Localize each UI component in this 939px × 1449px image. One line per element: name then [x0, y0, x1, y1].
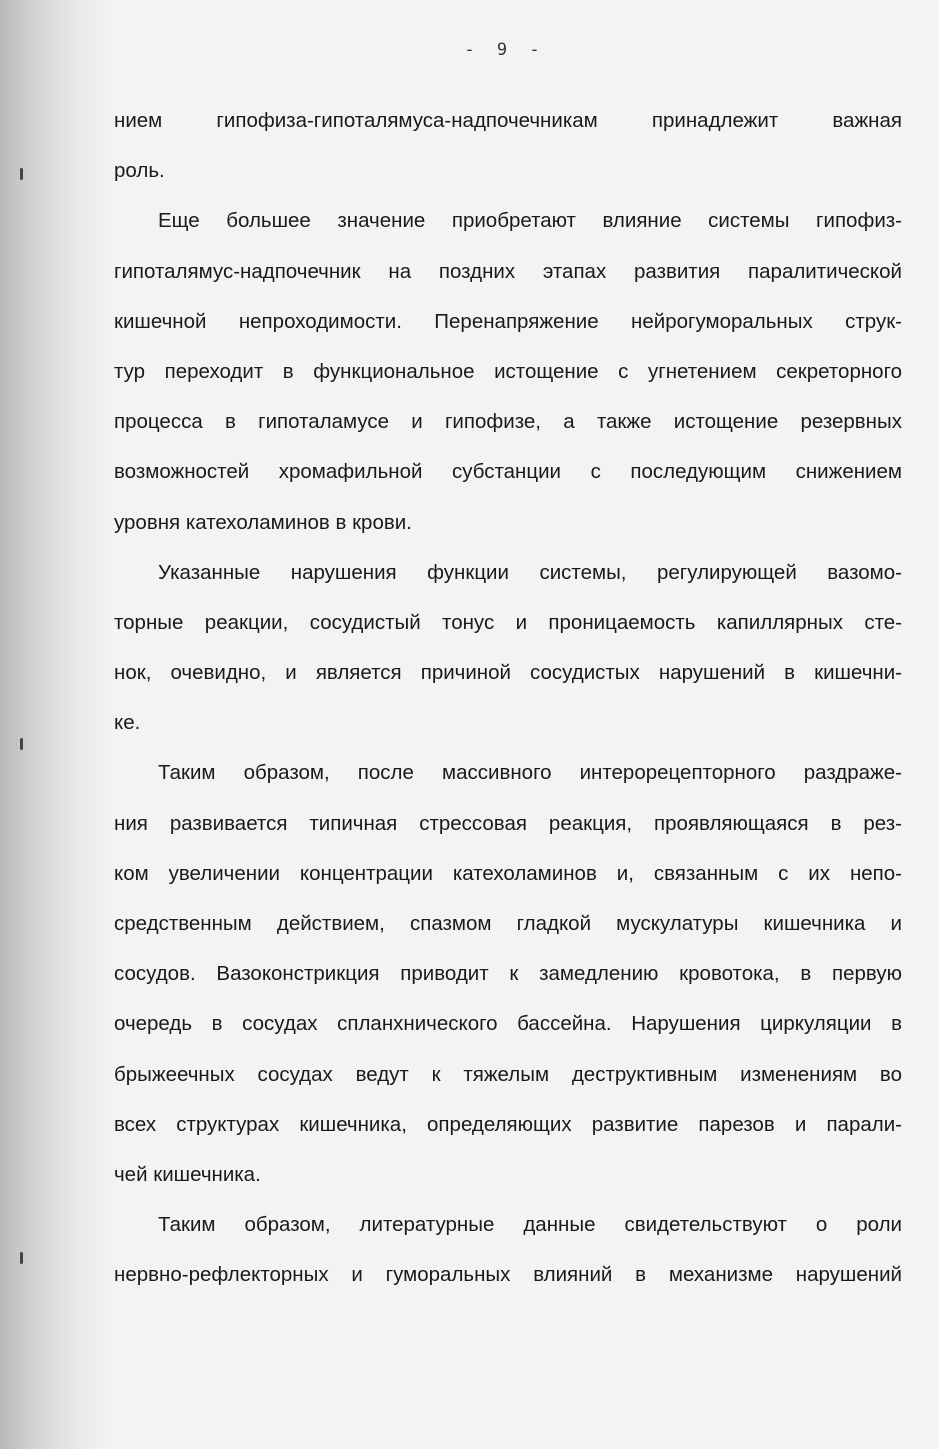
text-line: чей кишечника.: [114, 1162, 261, 1186]
text-line: уровня катехоламинов в крови.: [114, 510, 412, 534]
text-line: нервно-рефлекторных и гуморальных влияний в механизме нарушений: [114, 1263, 902, 1287]
text-line: всех структурах кишечника, определяющих развитие парезов и парали-: [114, 1112, 902, 1136]
text-line: гипоталямус-надпочечник на поздних этапах развития паралитической: [114, 259, 902, 283]
text-line: Указанные нарушения функции системы, регулирующей вазомо-: [158, 560, 902, 584]
text-line: сосудов. Вазоконстрикция приводит к замедлению кровотока, в первую: [114, 962, 902, 986]
document-body: [114, 96, 902, 1301]
text-line: ком увеличении концентрации катехоламинов и, связанным с их непо-: [114, 861, 902, 885]
text-line: Таким образом, литературные данные свидетельствуют о роли: [158, 1213, 902, 1237]
text-line: возможностей хромафильной субстанции с последующим снижением: [114, 460, 902, 484]
text-line: нием гипофиза-гипоталямуса-надпочечникам принадлежит важная: [114, 109, 902, 132]
text-line: процесса в гипоталамусе и гипофизе, а также истощение резервных: [114, 410, 902, 434]
page-number: - 9 -: [464, 40, 546, 60]
text-line: Еще большее значение приобретают влияние системы гипофиз-: [158, 209, 902, 233]
text-line: Таким образом, после массивного интерорецепторного раздраже-: [158, 761, 902, 785]
text-line: ке.: [114, 711, 141, 735]
text-line: ния развивается типичная стрессовая реакция, проявляющаяся в рез-: [114, 811, 902, 835]
text-line: брыжеечных сосудах ведут к тяжелым деструктивным изменениям во: [114, 1062, 902, 1086]
page-edge-shadow: [0, 0, 110, 1449]
text-line: кишечной непроходимости. Перенапряжение нейрогуморальных струк-: [114, 309, 902, 333]
text-line: роль.: [114, 159, 165, 183]
margin-mark: [20, 168, 23, 180]
text-line: тур переходит в функциональное истощение с угнетением секреторного: [114, 359, 902, 383]
margin-mark: [20, 738, 23, 750]
margin-mark: [20, 1252, 23, 1264]
text-line: очередь в сосудах спланхнического бассейна. Нарушения циркуляции в: [114, 1012, 902, 1036]
text-line: торные реакции, сосудистый тонус и проницаемость капиллярных сте-: [114, 610, 902, 634]
text-line: нок, очевидно, и является причиной сосудистых нарушений в кишечни-: [114, 661, 902, 685]
text-line: средственным действием, спазмом гладкой мускулатуры кишечника и: [114, 912, 902, 935]
